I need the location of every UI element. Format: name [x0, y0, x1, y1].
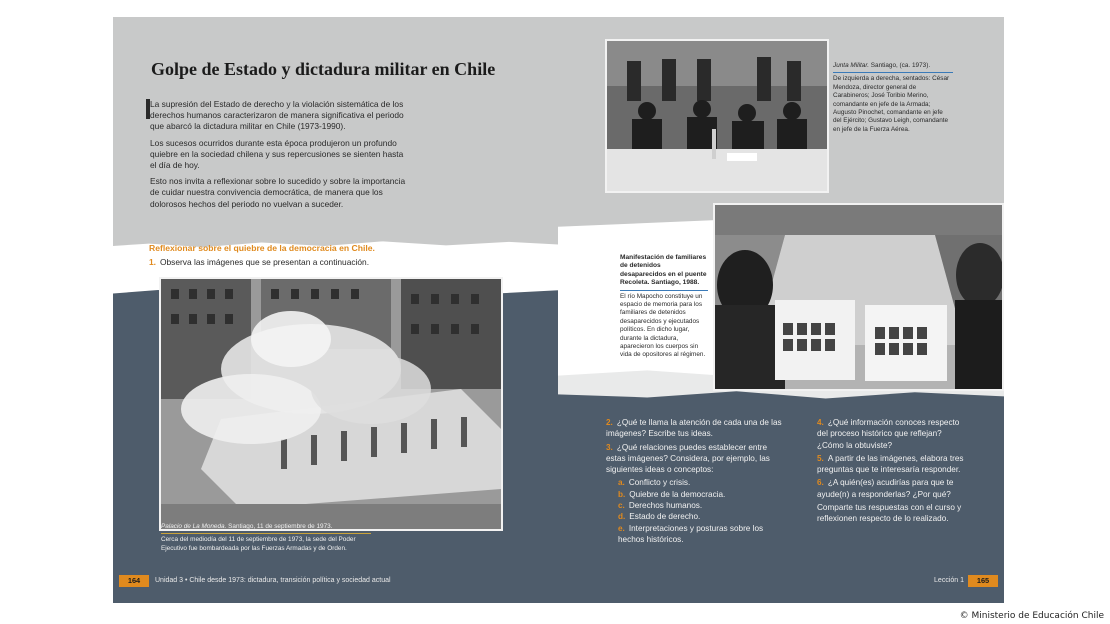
la-moneda-photo — [159, 277, 503, 531]
list-letter: a. — [618, 478, 625, 488]
question-4 — [817, 417, 967, 451]
list-item — [618, 511, 786, 522]
intro-paragraph-3: Esto nos invita a reflexionar sobre lo sucedido y sobre la importancia de cuidar nuestra convivencia democrática, de manera que los dolorosos hechos del periodo no vuelvan a suceder. — [150, 176, 406, 209]
intro-paragraph-2: Los sucesos ocurridos durante esta época produjeron un profundo quiebre en la sociedad chilena y sus repercusiones se sienten hasta el día de hoy. — [150, 137, 404, 171]
mapocho-protest-photo — [713, 203, 1004, 391]
list-text: Derechos humanos. — [628, 501, 703, 511]
mapocho-illustration — [715, 205, 1004, 391]
list-letter: d. — [618, 512, 626, 522]
questions-right — [817, 417, 967, 527]
question-6 — [817, 477, 967, 500]
question-number: 2. — [606, 418, 613, 427]
caption-title: Manifestación de familiares de detenidos desaparecidos en el puente Recoleta. Santiago, 1988. — [620, 254, 707, 287]
caption-title: Palacio de La Moneda. — [161, 523, 227, 530]
closing-text: Compartе tus respuestas con el curso y reflexionen respecto de lo realizado. — [817, 503, 962, 524]
caption-rule — [161, 533, 371, 534]
caption-body: El río Mapocho constituye un espacio de memoria para los familiares de detenidos desaparecidos y ejecutados políticos. En dicho lugar, durante la dictadura, aparecieron los cuerpos sin vida de opositores al régimen. — [620, 292, 706, 359]
page-number-right: 165 — [968, 575, 998, 587]
la-moneda-illustration — [161, 279, 501, 529]
question-2 — [606, 417, 786, 440]
footer-unit-text: Unidad 3 • Chile desde 1973: dictadura, transición política y sociedad actual — [155, 577, 391, 584]
caption-title: Junta Militar. — [833, 62, 869, 69]
question-number: 4. — [817, 418, 824, 427]
concept-list — [606, 477, 786, 545]
caption-body: Cerca del mediodía del 11 de septiembre de 1973, la sede del Poder Ejecutivo fue bombardeada por las Fuerzas Armadas y de Orden. — [161, 536, 356, 552]
question-1 — [149, 257, 369, 267]
question-number: 5. — [817, 453, 824, 463]
question-text: A partir de las imágenes, elabora tres preguntas que te interesaría responder. — [817, 453, 964, 475]
list-item — [618, 477, 786, 488]
list-item — [618, 500, 786, 511]
caption-place: Santiago, (ca. 1973). — [869, 62, 931, 69]
mapocho-caption — [620, 254, 708, 360]
list-letter: b. — [618, 489, 626, 499]
junta-caption — [833, 62, 953, 134]
caption-place: Santiago, 11 de septiembre de 1973. — [226, 523, 333, 530]
caption-rule — [620, 290, 708, 291]
question-text: Observa las imágenes que se presentan a continuación. — [160, 257, 370, 267]
caption-rule — [833, 72, 953, 73]
question-text: ¿Qué te llama la atención de cada una de las imágenes? Escribe tus ideas. — [606, 418, 782, 439]
list-text: Interpretaciones y posturas sobre los hechos históricos. — [618, 523, 764, 544]
list-text: Conflicto y crisis. — [628, 478, 691, 488]
question-text: ¿A quién(es) acudirías para que te ayude(n) a responderlas? ¿Por qué? — [817, 478, 954, 499]
junta-militar-photo — [605, 39, 829, 193]
page-number-left: 164 — [119, 575, 149, 587]
intro-text — [150, 99, 412, 215]
la-moneda-caption — [161, 523, 371, 553]
question-text: ¿Qué información conoces respecto del proceso histórico que reflejan? ¿Cómo la obtuviste? — [817, 418, 960, 450]
questions-left — [606, 417, 786, 545]
list-item — [618, 489, 786, 500]
question-5 — [817, 453, 967, 476]
question-number: 6. — [817, 478, 824, 488]
list-letter: e. — [618, 523, 625, 533]
image-credit: © Ministerio de Educación Chile — [959, 611, 1104, 621]
list-text: Quiebre de la democracia. — [629, 489, 726, 499]
intro-paragraph-1: La supresión del Estado de derecho y la violación sistemática de los derechos humanos caracterizaron de manera significativa el periodo que abarcó la dictadura militar en Chile (1973-1990). — [150, 99, 404, 132]
question-text: ¿Qué relaciones puedes establecer entre estas imágenes? Considera, por ejemplo, las siguientes ideas o conceptos: — [606, 442, 770, 475]
caption-body: De izquierda a derecha, sentados: César Mendoza, director general de Carabineros; José Toribio Merino, comandante en jefe de la Armada; Augusto Pinochet, comandante en jefe del Ejército; Gustavo Leigh, comandante en jefe de la Fuerza Aérea. — [833, 75, 950, 133]
question-number: 1. — [149, 257, 156, 267]
list-letter: c. — [618, 501, 625, 511]
activity-heading: Reflexionar sobre el quiebre de la democracia en Chile. — [149, 243, 375, 253]
page-footer — [113, 575, 1004, 587]
lesson-label: Lección 1 — [934, 577, 964, 584]
textbook-spread — [113, 17, 1004, 603]
list-item — [618, 523, 786, 546]
junta-illustration — [607, 41, 827, 191]
question-number: 3. — [606, 442, 613, 452]
page-title: Golpe de Estado y dictadura militar en Chile — [151, 59, 496, 79]
question-3 — [606, 442, 786, 476]
list-text: Estado de derecho. — [629, 512, 701, 522]
